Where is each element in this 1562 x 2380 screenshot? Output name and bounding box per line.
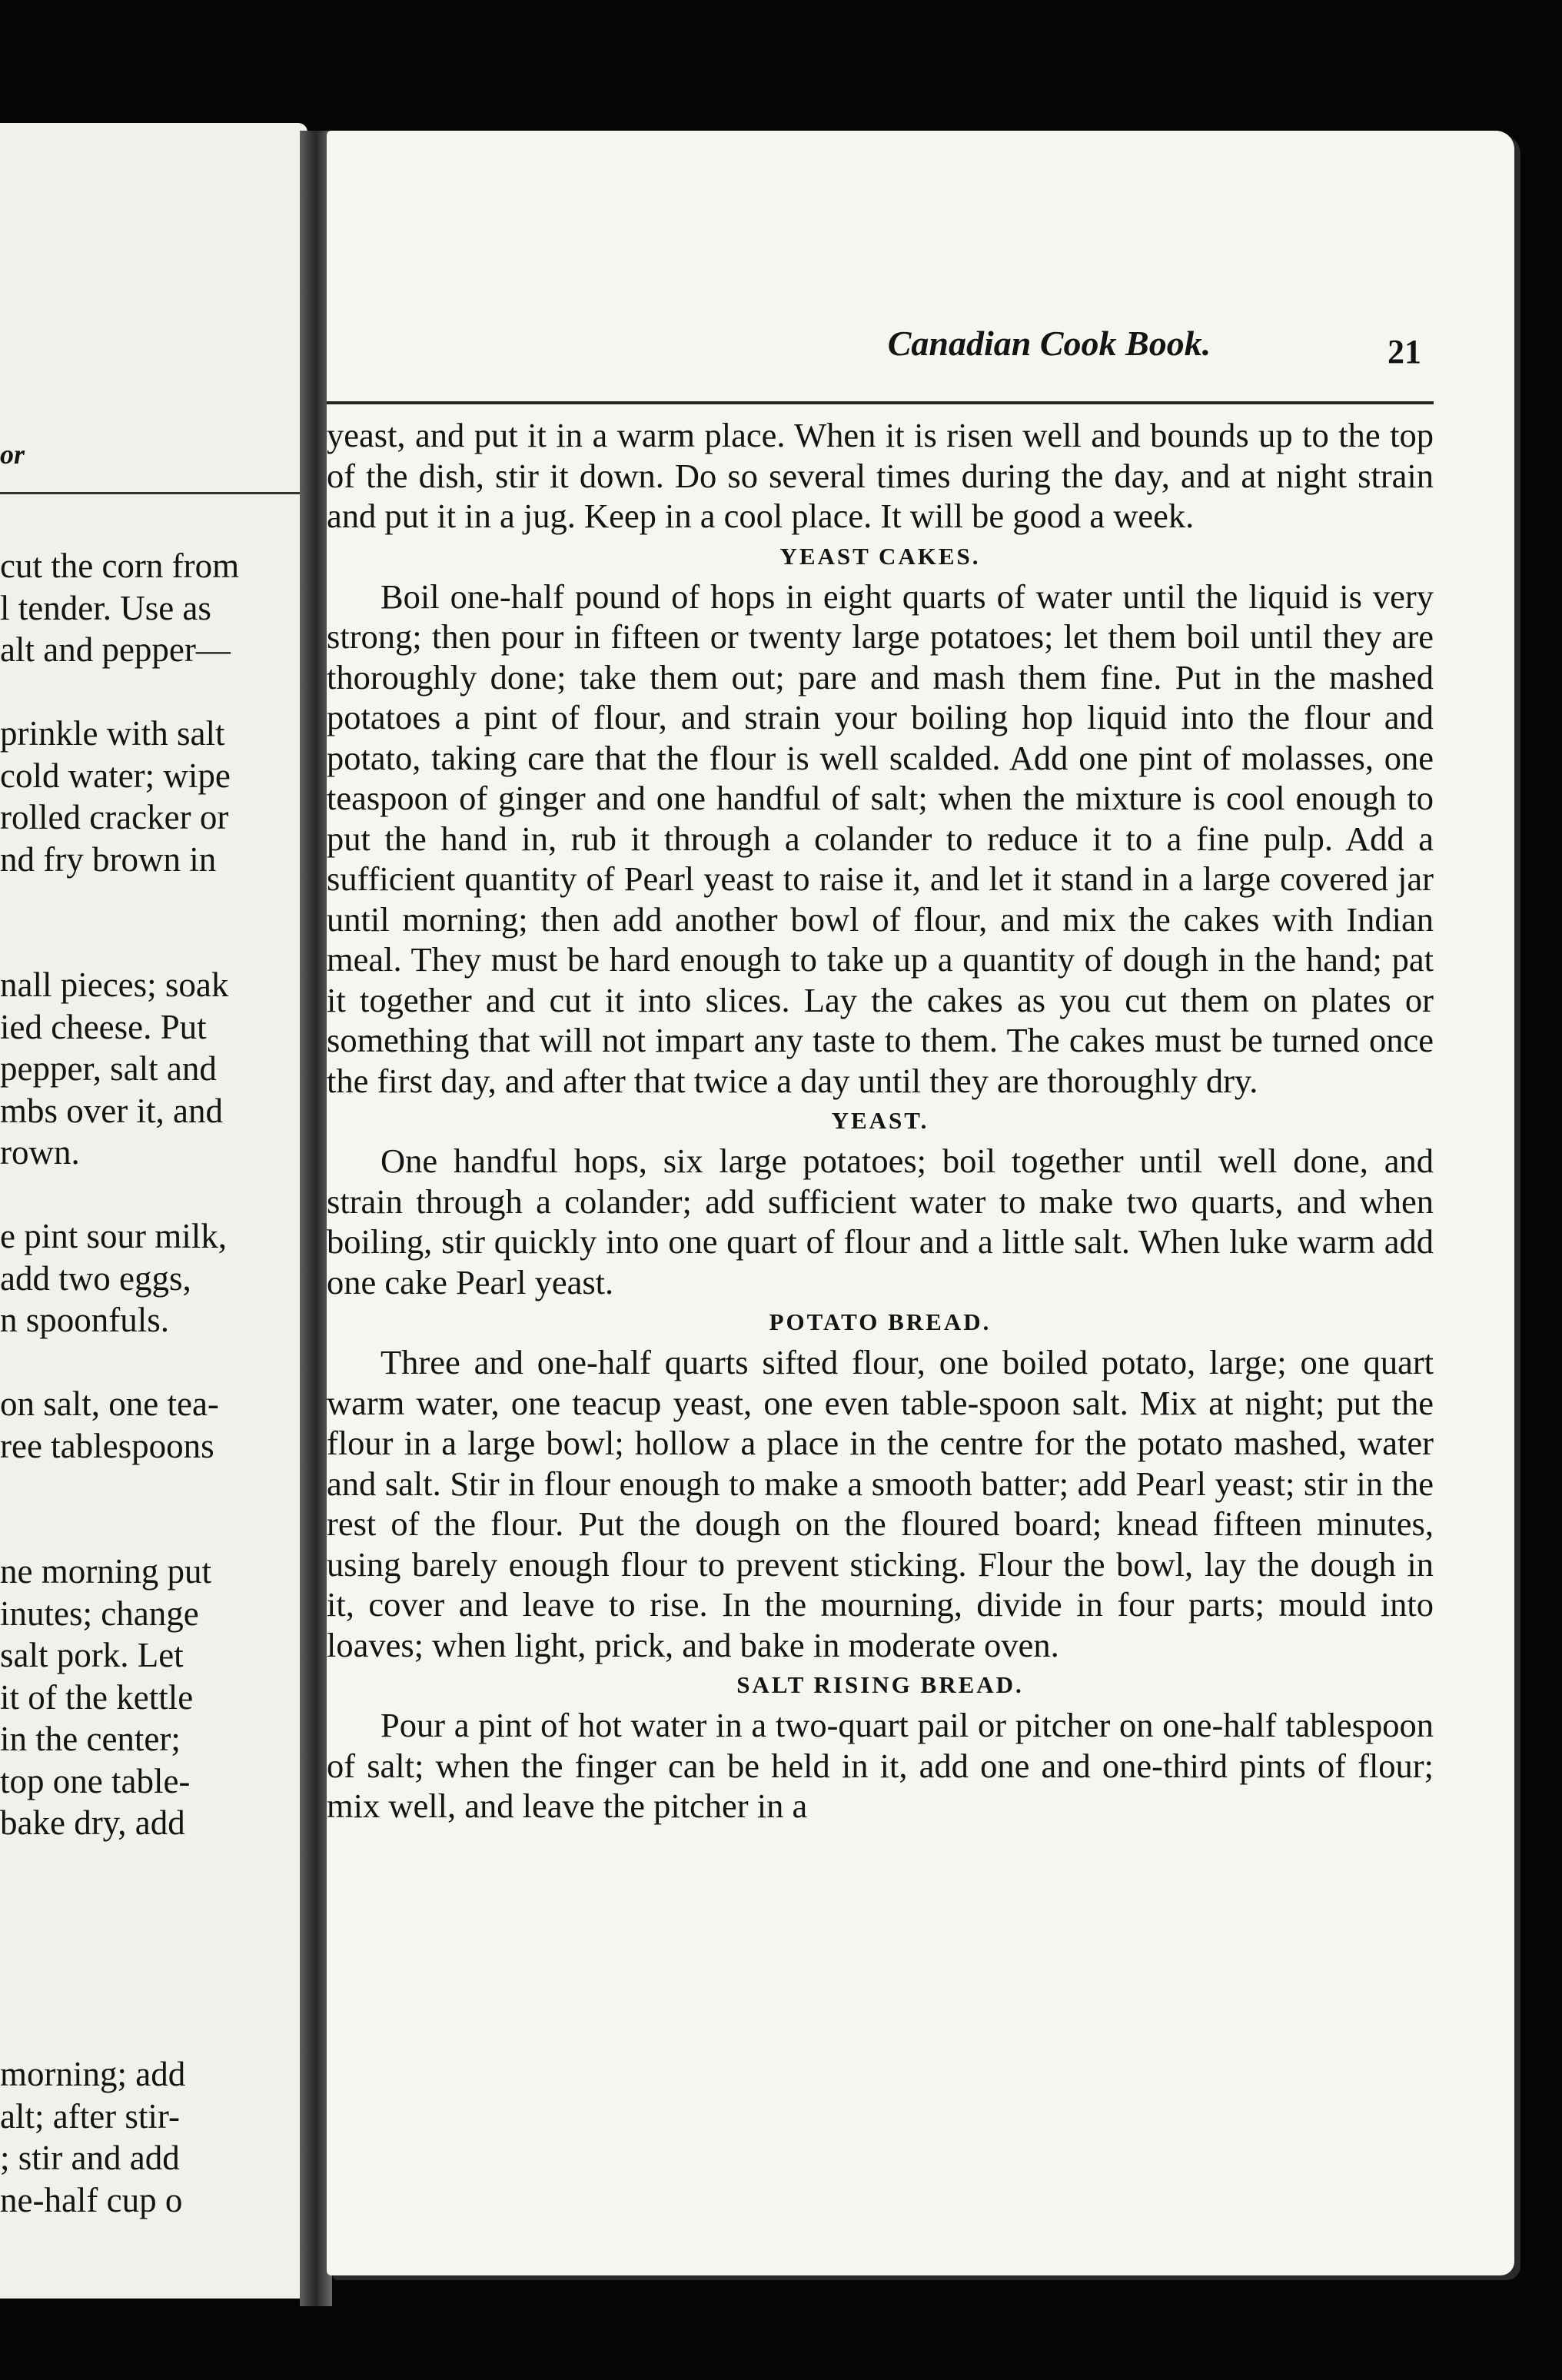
left-page-line: ied cheese. Put <box>0 1007 207 1046</box>
left-page-corner-text: or <box>0 439 25 470</box>
left-page-header-rule <box>0 492 307 494</box>
left-page-line: rolled cracker or <box>0 798 229 836</box>
right-page <box>327 131 1514 2275</box>
left-page-line: alt and pepper— <box>0 630 231 669</box>
left-page-line: ne morning put <box>0 1552 211 1591</box>
section-text-yeast-cakes: Boil one-half pound of hops in eight quarts of water until the liquid is very strong; then pour in fifteen or twenty large potatoes; let them boil until they are thoroughly done; take them out; pare and mash them fine. Put in the mashed potatoes a pint of flour, and strain your boiling hop liquid into the flour and potato, taking care that the flour is well scalded. Add one pint of molasses, one teaspoon of ginger and one handful of salt; when the mixture is cool enough to put the hand in, rub it through a colander to reduce it to a fine pulp. Add a sufficient quantity of Pearl yeast to raise it, and let it stand in a large covered jar until morning; then add another bowl of flour, and mix the cakes with Indian meal. They must be hard enough to take up a quantity of dough in the hand; pat it together and cut it into slices. Lay the cakes as you cut them on plates or something that will not impart any taste to them. The cakes must be turned once the first day, and after that twice a day until they are thoroughly dry. <box>327 577 1434 1100</box>
section-heading-potato-bread: POTATO BREAD. <box>769 1308 992 1335</box>
left-page <box>0 123 307 2299</box>
left-page-line: nall pieces; soak <box>0 966 229 1004</box>
recipe-text-column <box>327 415 1434 1827</box>
left-page-line: n spoonfuls. <box>0 1301 170 1339</box>
left-page-line: cut the corn from <box>0 547 240 585</box>
left-page-line: bake dry, add <box>0 1803 185 1842</box>
left-page-line: inutes; change <box>0 1594 199 1633</box>
left-page-line: it of the kettle <box>0 1677 194 1717</box>
section-heading-yeast: YEAST. <box>831 1107 929 1134</box>
left-page-line: ; stir and add <box>0 2139 180 2177</box>
left-page-line: mbs over it, and <box>0 1091 223 1130</box>
left-page-line: prinkle with salt <box>0 714 225 753</box>
left-page-line: alt; after stir- <box>0 2096 180 2136</box>
section-heading-salt-rising-bread: SALT RISING BREAD. <box>736 1671 1024 1698</box>
left-page-line: add two eggs, <box>0 1258 191 1298</box>
section-text-yeast: One handful hops, six large potatoes; boil together until well done, and strain through a colander; add sufficient water to make two quarts, and when boiling, stir quickly into one quart of flour and a little salt. When luke warm add one cake Pearl yeast. <box>327 1142 1434 1301</box>
left-page-line: rown. <box>0 1133 80 1172</box>
header-rule <box>327 401 1434 404</box>
left-page-line: nd fry brown in <box>0 839 217 879</box>
left-page-line: in the center; <box>0 1720 181 1758</box>
running-header: Canadian Cook Book. <box>887 324 1211 363</box>
section-heading-yeast-cakes: YEAST CAKES. <box>779 542 981 570</box>
left-page-line: pepper, salt and <box>0 1049 217 1088</box>
section-text-salt-rising-bread: Pour a pint of hot water in a two-quart pail or pitcher on one-half tablespoon of salt; when the finger can be held in it, add one and one-third pints of flour; mix well, and leave the pitcher in a <box>327 1706 1434 1825</box>
opening-paragraph: yeast, and put it in a warm place. When it is risen well and bounds up to the top of the dish, stir it down. Do so several times during the day, and at night strain and put it in a jug. Keep in a cool place. It will be good a week. <box>327 416 1434 535</box>
page-number: 21 <box>1388 333 1421 371</box>
left-page-line: e pint sour milk, <box>0 1217 227 1255</box>
left-page-line: cold water; wipe <box>0 756 231 795</box>
left-page-line: ne-half cup o <box>0 2180 183 2219</box>
left-page-line: on salt, one tea- <box>0 1384 219 1423</box>
left-page-line: salt pork. Let <box>0 1636 184 1674</box>
left-page-line: ree tablespoons <box>0 1426 214 1465</box>
left-page-line: morning; add <box>0 2055 186 2093</box>
left-page-line: l tender. Use as <box>0 588 211 627</box>
left-page-line: top one table- <box>0 1761 191 1800</box>
section-text-potato-bread: Three and one-half quarts sifted flour, one boiled potato, large; one quart warm water, one teacup yeast, one even table-spoon salt. Mix at night; put the flour in a large bowl; hollow a place in the centre for the potato mashed, water and salt. Stir in flour enough to make a smooth batter; add Pearl yeast; stir in the rest of the flour. Put the dough on the floured board; knead fifteen minutes, using barely enough flour to prevent sticking. Flour the bowl, lay the dough in it, cover and leave to rise. In the mourning, divide in four parts; mould into loaves; when light, prick, and bake in moderate oven. <box>327 1343 1434 1664</box>
